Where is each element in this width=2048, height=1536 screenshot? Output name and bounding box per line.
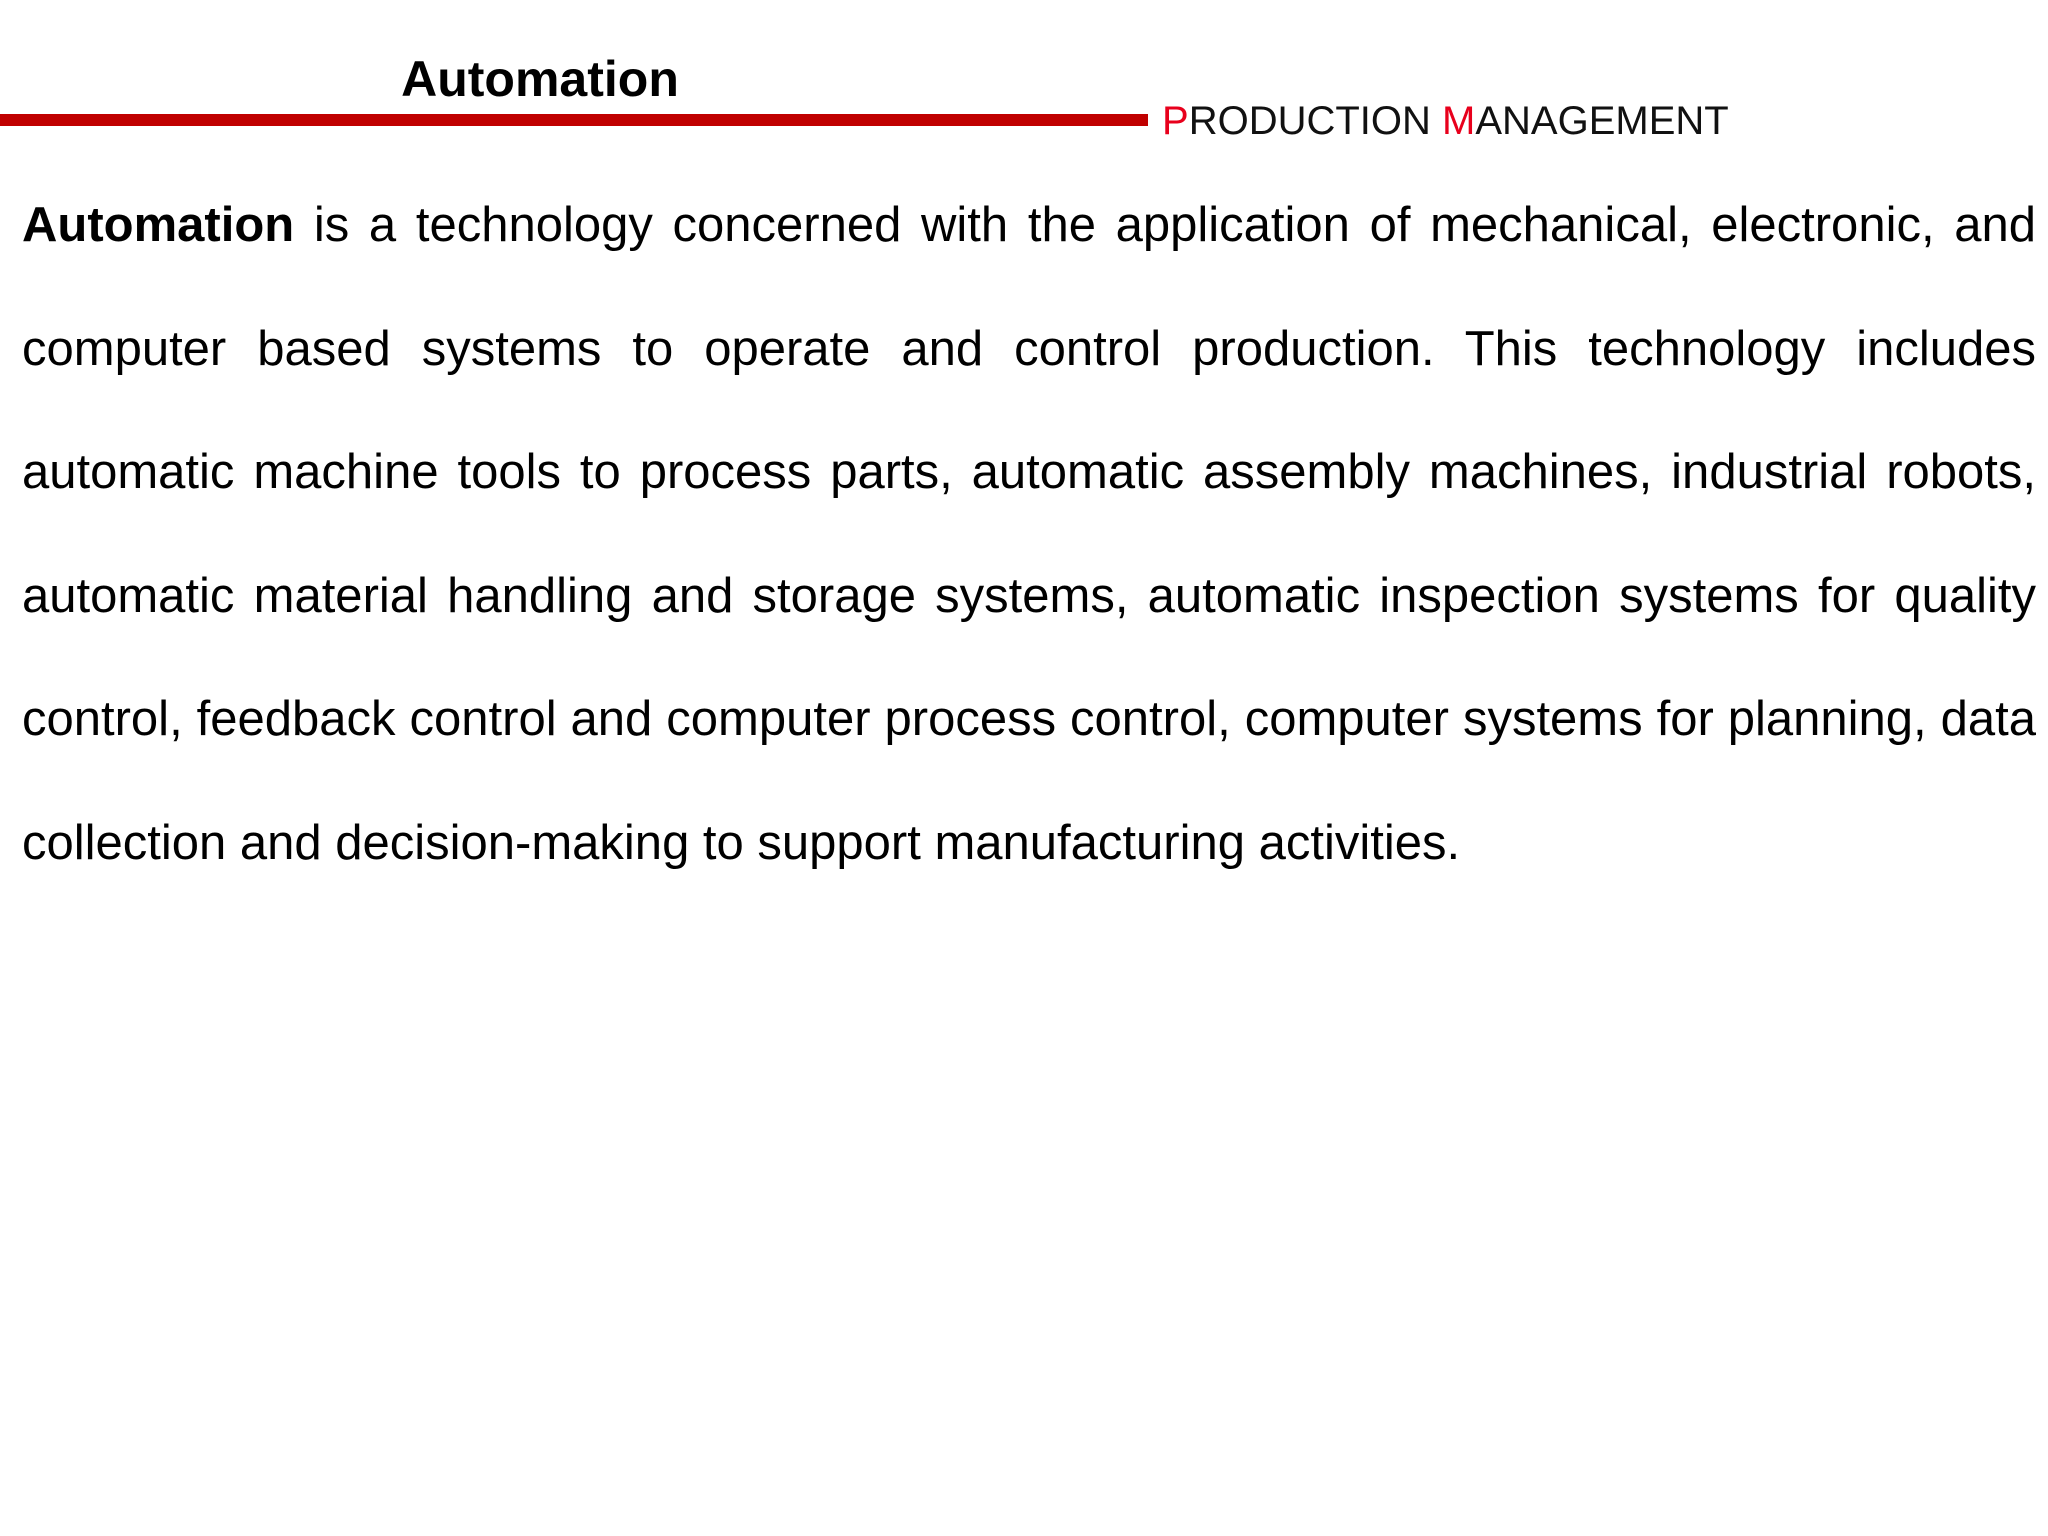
- brand-label: [1162, 94, 1729, 148]
- definition-paragraph: [22, 164, 2036, 905]
- definition-term: Automation: [22, 198, 295, 252]
- brand-word-production: RODUCTION: [1188, 99, 1431, 143]
- header-divider: [0, 114, 1148, 126]
- brand-word-management: ANAGEMENT: [1475, 99, 1729, 143]
- brand-initial-p: P: [1162, 99, 1189, 143]
- slide-title: Automation: [401, 51, 679, 107]
- definition-text: is a technology concerned with the application of mechanical, electronic, and computer based systems to operate and control production. This technology includes automatic machine tools to process parts, automatic assembly machines, industrial robots, automatic material handling and storage systems, automatic inspection systems for quality control, feedback control and computer process control, computer systems for planning, data collection and decision-making to support manufacturing activities.: [22, 198, 2036, 870]
- brand-initial-m: M: [1442, 99, 1476, 143]
